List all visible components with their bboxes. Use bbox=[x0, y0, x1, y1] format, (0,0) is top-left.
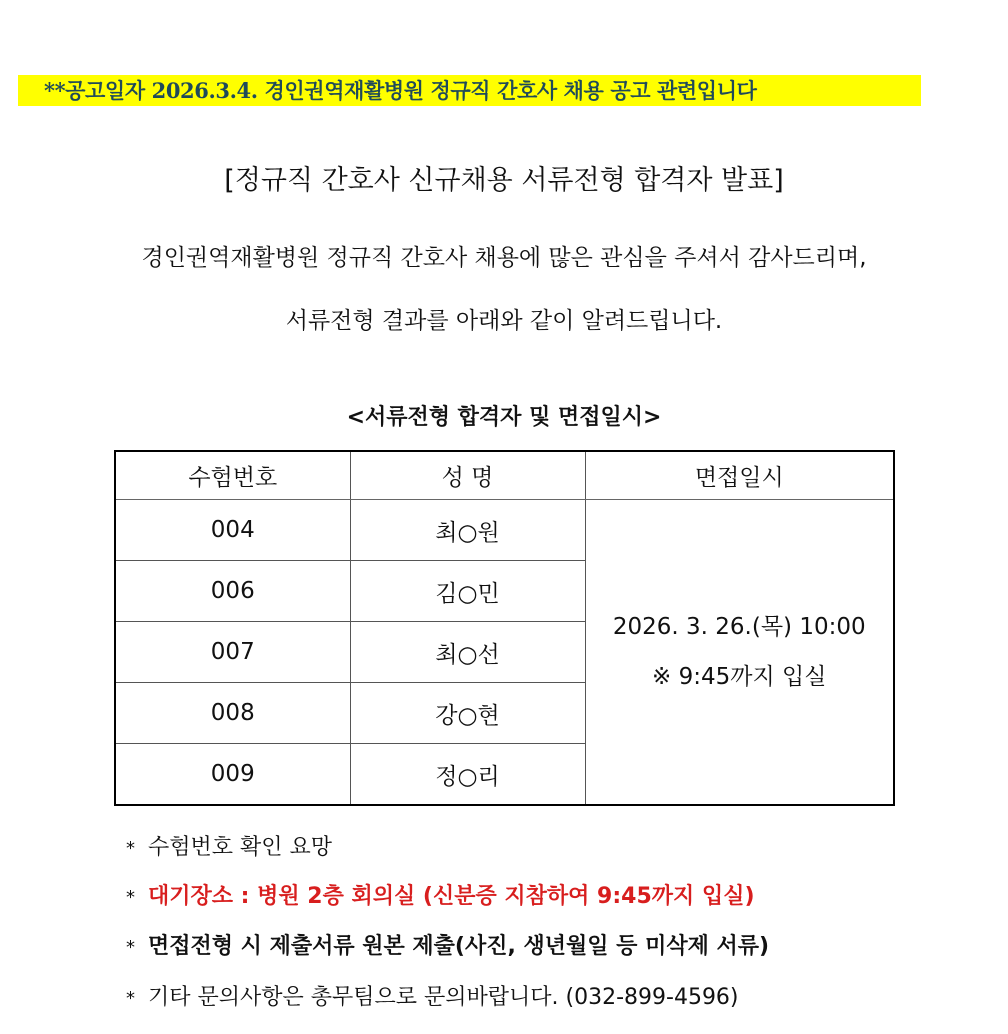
asterisk-bullet-icon: * bbox=[126, 937, 135, 958]
exam-number-cell: 007 bbox=[115, 622, 350, 683]
interview-datetime: 2026. 3. 26.(목) 10:00 bbox=[612, 614, 866, 640]
note-original-documents bbox=[126, 932, 769, 963]
note-check-exam-number bbox=[126, 833, 332, 864]
page-title: [정규직 간호사 신규채용 서류전형 합격자 발표] bbox=[224, 165, 784, 196]
name-cell: 김○민 bbox=[350, 561, 585, 622]
exam-number-cell: 008 bbox=[115, 683, 350, 744]
name-cell: 최○선 bbox=[350, 622, 585, 683]
table-header-row bbox=[115, 451, 894, 500]
header-name: 성 명 bbox=[350, 451, 585, 500]
asterisk-bullet-icon: * bbox=[126, 838, 135, 859]
table-row bbox=[115, 500, 894, 561]
intro-line-1: 경인권역재활병원 정규직 간호사 채용에 많은 관심을 주셔서 감사드리며, bbox=[141, 245, 867, 271]
name-cell: 강○현 bbox=[350, 683, 585, 744]
note-waiting-area bbox=[126, 882, 755, 913]
exam-number-cell: 006 bbox=[115, 561, 350, 622]
table-caption: <서류전형 합격자 및 면접일시> bbox=[346, 405, 662, 430]
note-contact bbox=[126, 983, 739, 1014]
results-table bbox=[114, 450, 895, 806]
header-exam-number: 수험번호 bbox=[115, 451, 350, 500]
header-interview-datetime: 면접일시 bbox=[585, 451, 894, 500]
notice-text: **공고일자 2026.3.4. 경인권역재활병원 정규직 간호사 채용 공고 관련입니다 bbox=[44, 78, 757, 103]
note-text: 기타 문의사항은 총무팀으로 문의바랍니다. (032-899-4596) bbox=[148, 985, 739, 1010]
interview-arrival-note: ※ 9:45까지 입실 bbox=[652, 664, 827, 690]
intro-line-2: 서류전형 결과를 아래와 같이 알려드립니다. bbox=[285, 308, 723, 334]
exam-number-cell: 004 bbox=[115, 500, 350, 561]
note-text: 수험번호 확인 요망 bbox=[148, 835, 333, 860]
note-text: 대기장소 : 병원 2층 회의실 (신분증 지참하여 9:45까지 입실) bbox=[148, 884, 755, 909]
name-cell: 정○리 bbox=[350, 744, 585, 806]
interview-datetime-cell bbox=[585, 500, 894, 806]
exam-number-cell: 009 bbox=[115, 744, 350, 806]
note-text: 면접전형 시 제출서류 원본 제출(사진, 생년월일 등 미삭제 서류) bbox=[148, 934, 770, 959]
name-cell: 최○원 bbox=[350, 500, 585, 561]
asterisk-bullet-icon: * bbox=[126, 887, 135, 908]
asterisk-bullet-icon: * bbox=[126, 988, 135, 1009]
